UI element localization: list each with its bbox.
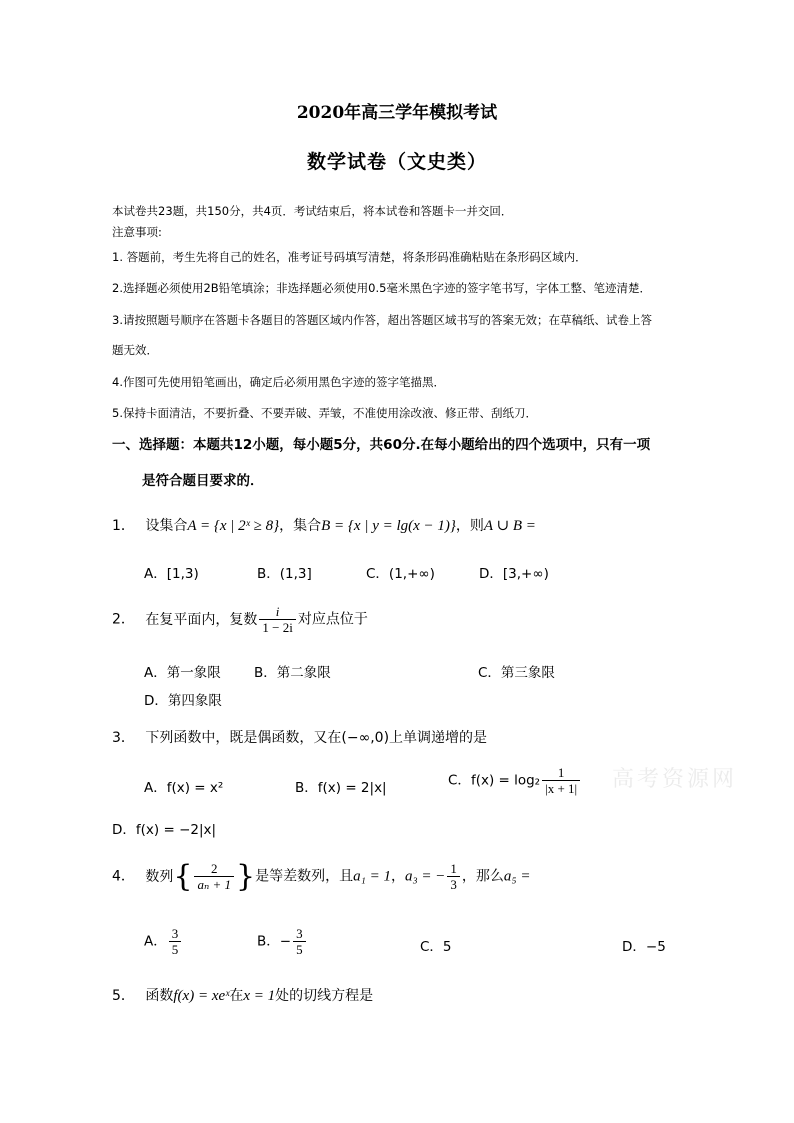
question-3	[112, 727, 487, 747]
fraction-denominator: 5	[293, 941, 306, 957]
notice-item-5: 5.保持卡面清洁，不要折叠、不要弄破、弄皱，不准使用涂改液、修正带、刮纸刀．	[112, 406, 537, 420]
fraction-numerator: i	[275, 604, 280, 619]
fraction-numerator: 3	[296, 926, 303, 941]
fraction-numerator: 1	[557, 765, 565, 780]
question-text: ，那么	[461, 868, 504, 885]
question-5	[112, 985, 373, 1005]
q4-option-b	[257, 926, 308, 957]
option-label: B．−	[257, 933, 292, 950]
option-label: A．	[144, 933, 167, 950]
question-text: 设集合	[145, 518, 188, 534]
q4-option-c: C．5	[420, 939, 452, 955]
question-2	[112, 604, 368, 635]
section-heading-cont: 是符合题目要求的．	[142, 473, 264, 489]
fraction-denominator: 5	[169, 941, 182, 957]
q3-option-c	[448, 765, 582, 796]
term-a1: a₁ = 1	[353, 868, 391, 885]
q3-option-a: A．f(x) = x²	[144, 780, 224, 796]
q3-option-b: B．f(x) = 2|x|	[295, 780, 387, 796]
fraction-numerator: 2	[210, 861, 218, 876]
q2-option-c: C．第三象限	[478, 665, 555, 681]
left-brace-icon: {	[173, 859, 193, 894]
fraction-numerator: 1	[450, 861, 457, 876]
q4-option-a	[144, 926, 183, 957]
question-text: ，集合	[279, 518, 322, 534]
union-expression: A ∪ B =	[483, 518, 536, 534]
notice-item-2: 2.选择题必须使用2B铅笔填涂；非选择题必须使用0.5毫米黑色字迹的签字笔书写，字体工整、笔迹清楚．	[112, 281, 651, 295]
question-text: 在复平面内，复数	[145, 611, 258, 628]
q1-option-b: B．(1,3]	[257, 566, 312, 582]
q3-option-d: D．f(x) = −2|x|	[112, 822, 217, 838]
q2-option-b: B．第二象限	[254, 665, 331, 681]
watermark: 高考资源网	[612, 767, 738, 792]
exam-title: 2020年高三学年模拟考试	[296, 103, 498, 123]
point-expression: x = 1	[243, 988, 276, 1004]
question-text: 是等差数列，且	[255, 868, 354, 885]
term-a3: a₃ = −	[404, 868, 446, 885]
right-brace-icon: }	[236, 859, 256, 894]
question-text: ，	[390, 868, 405, 885]
q1-option-d: D．[3,+∞)	[479, 566, 549, 582]
set-a: A = {x | 2ˣ ≥ 8}	[187, 518, 280, 534]
q4-option-d: D．−5	[622, 939, 666, 955]
option-fraction	[169, 926, 182, 957]
question-number: 2．	[112, 611, 135, 628]
notice-item-3-cont: 题无效．	[112, 343, 158, 357]
fraction-denominator: |x + 1|	[542, 780, 580, 796]
notice-item-1: 1. 答题前，考生先将自己的姓名，准考证号码填写清楚，将条形码准确粘贴在条形码区域内．	[112, 250, 587, 264]
notice-item-4: 4.作图可先使用铅笔画出，确定后必须用黑色字迹的签字笔描黑．	[112, 375, 445, 389]
question-text: 函数	[145, 988, 174, 1004]
option-function: f(x) = log₂	[470, 772, 541, 789]
section-heading: 一、选择题：本题共12小题，每小题5分，共60分.在每小题给出的四个选项中，只有一项	[112, 437, 651, 453]
question-text: ，则	[455, 518, 484, 534]
set-b: B = {x | y = lg(x − 1)}	[321, 518, 456, 534]
fraction-numerator: 3	[171, 926, 179, 941]
q2-option-d: D．第四象限	[144, 693, 222, 709]
instructions-intro: 本试卷共23题，共150分，共4页．考试结束后，将本试卷和答题卡一并交回．	[112, 204, 513, 218]
question-4	[112, 859, 531, 894]
exam-subtitle: 数学试卷（文史类）	[306, 151, 487, 173]
function-expression: f(x) = xeˣ	[173, 988, 230, 1004]
question-number: 5．	[112, 988, 135, 1004]
option-label: C．	[448, 772, 471, 789]
term-a5: a₅ =	[503, 868, 531, 885]
notice-heading: 注意事项:	[112, 225, 162, 239]
notice-item-3: 3.请按照题号顺序在答题卡各题目的答题区域内作答，超出答题区域书写的答案无效；在草稿纸、试卷上答	[112, 313, 652, 327]
q1-option-a: A．[1,3)	[144, 566, 199, 582]
q1-option-c: C．(1,+∞)	[366, 566, 435, 582]
fraction-denominator: aₙ + 1	[194, 876, 234, 892]
question-number: 1．	[112, 518, 135, 534]
complex-fraction	[259, 604, 295, 635]
question-text: 对应点位于	[297, 611, 368, 628]
q2-option-a: A．第一象限	[144, 665, 221, 681]
question-text: 在	[229, 988, 244, 1004]
question-number: 4．	[112, 868, 135, 885]
question-text: 下列函数中，既是偶函数，又在(−∞,0)上单调递增的是	[145, 730, 488, 746]
a3-fraction	[447, 861, 460, 892]
question-text: 数列	[145, 868, 174, 885]
option-fraction	[293, 926, 306, 957]
option-fraction	[542, 765, 580, 796]
question-text: 处的切线方程是	[275, 988, 374, 1004]
sequence-fraction	[194, 861, 234, 892]
fraction-denominator: 3	[447, 876, 460, 892]
question-number: 3．	[112, 730, 135, 746]
question-1	[112, 515, 536, 535]
fraction-denominator: 1 − 2i	[259, 619, 295, 635]
